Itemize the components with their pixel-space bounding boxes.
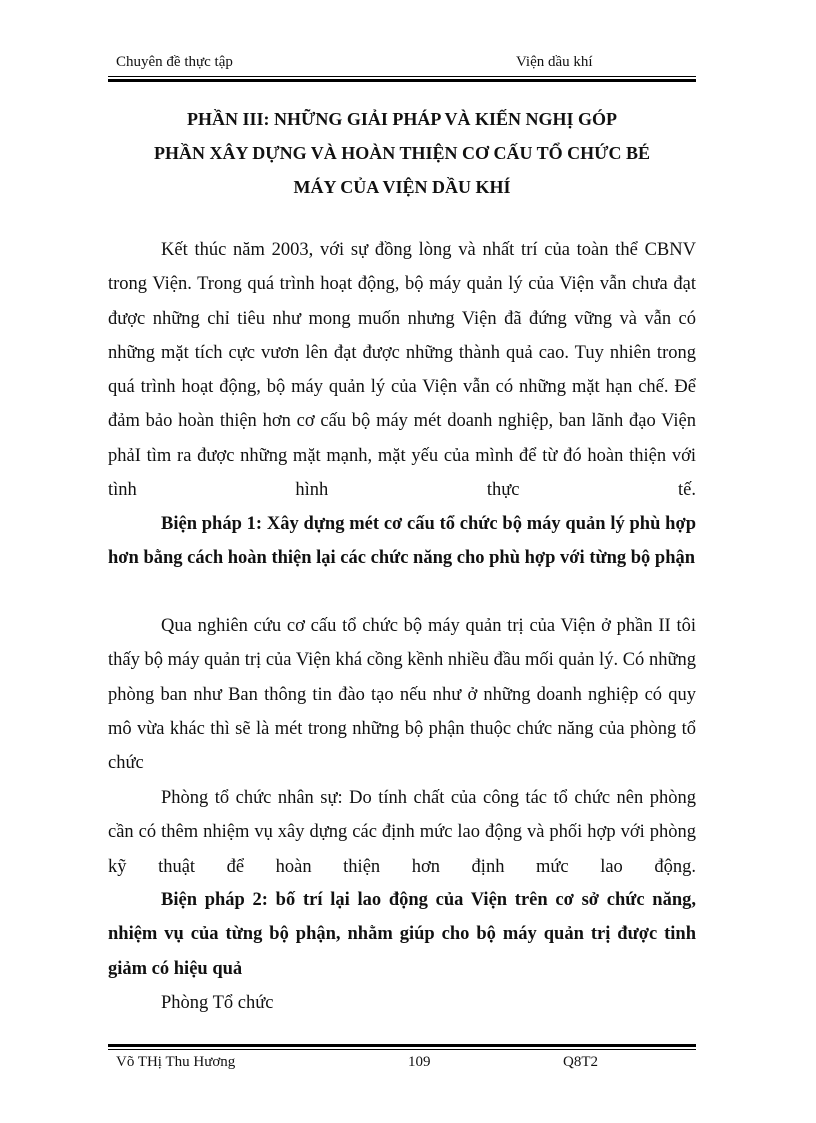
- footer-rule-thick: [108, 1044, 696, 1047]
- header-left-text: Chuyên đề thực tập: [116, 54, 233, 70]
- footer-rule-thin: [108, 1049, 696, 1050]
- footer-author: Võ THị Thu Hương: [116, 1054, 236, 1070]
- title-line-3: MÁY CỦA VIỆN DẦU KHÍ: [293, 177, 511, 197]
- hr-paragraph: Phòng tổ chức nhân sự: Do tính chất của công tác tổ chức nên phòng cần có thêm nhiệm vụ xây dựng các định mức lao động và phối hợp với phòng kỹ thuật để hoàn thiện hơn định mức lao động.: [108, 788, 696, 877]
- measure-2-heading: Biện pháp 2: bố trí lại lao động của Viện trên cơ sở chức năng, nhiệm vụ của từng bộ phận, nhằm giúp cho bộ máy quản trị được tinh giảm có hiệu quả: [108, 890, 696, 979]
- footer-class-code: Q8T2: [563, 1054, 598, 1070]
- section-title: [108, 102, 696, 204]
- page-footer: [108, 1044, 696, 1074]
- org-paragraph: Phòng Tổ chức: [161, 993, 274, 1013]
- header-rule-thick: [108, 79, 696, 82]
- intro-paragraph: Kết thúc năm 2003, với sự đồng lòng và nhất trí của toàn thể CBNV trong Viện. Trong quá trình hoạt động, bộ máy quản lý của Viện vẫn chưa đạt được những chỉ tiêu như mong muốn nhưng Viện đã đứng vững và vẫn có những mặt tích cực vươn lên đạt được những thành quả cao. Tuy nhiên trong quá trình hoạt động, bộ máy quản lý của Viện vẫn có những mặt hạn chế. Để đảm bảo hoàn thiện hơn cơ cấu bộ máy mét doanh nghiệp, ban lãnh đạo Viện phảI tìm ra được những mặt mạnh, mặt yếu của mình để từ đó hoàn thiện với tình hình thực tế.: [108, 240, 696, 501]
- title-line-2: PHẦN XÂY DỰNG VÀ HOÀN THIỆN CƠ CẤU TỔ CHỨC BÉ: [153, 143, 651, 163]
- header-rule-thin: [108, 76, 696, 77]
- header-right-text: Viện dầu khí: [516, 54, 593, 70]
- measure-1-heading: Biện pháp 1: Xây dựng mét cơ cấu tổ chức bộ máy quản lý phù hợp hơn bằng cách hoàn thiện lại các chức năng cho phù hợp với từng bộ phận: [108, 514, 696, 569]
- title-line-1: PHẦN III: NHỮNG GIẢI PHÁP VÀ KIẾN NGHỊ GÓP: [186, 109, 618, 129]
- research-paragraph: Qua nghiên cứu cơ cấu tổ chức bộ máy quản trị của Viện ở phần II tôi thấy bộ máy quản trị của Viện khá cồng kềnh nhiều đầu mối quản lý. Có những phòng ban như Ban thông tin đào tạo nếu như ở những doanh nghiệp có quy mô vừa khác thì sẽ là mét trong những bộ phận thuộc chức năng của phòng tổ chức: [108, 616, 696, 774]
- page-header: [108, 50, 696, 76]
- page-number: 109: [408, 1054, 431, 1070]
